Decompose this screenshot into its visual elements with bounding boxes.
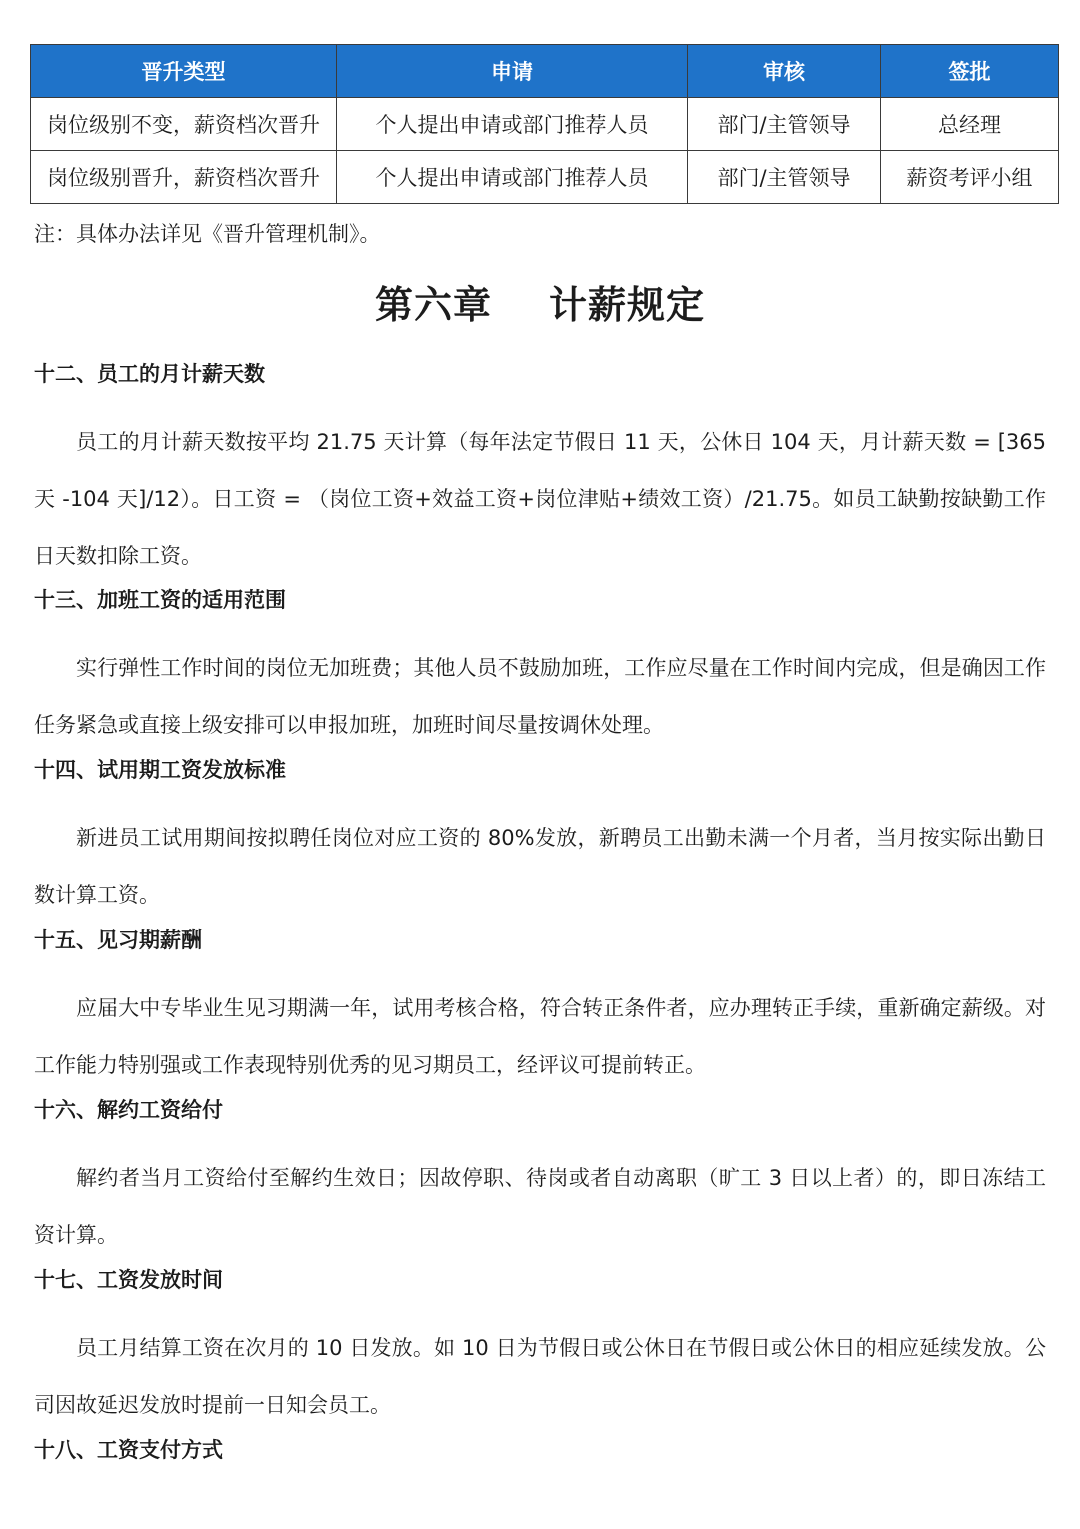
table-cell: 岗位级别晋升，薪资档次晋升 <box>31 151 337 204</box>
section-termination-pay <box>34 1094 1046 1264</box>
table-row <box>31 151 1059 204</box>
section-body: 员工月结算工资在次月的 10 日发放。如 10 日为节假日或公休日在节假日或公休日的相应延续发放。公司因故延迟发放时提前一日知会员工。 <box>34 1336 1046 1417</box>
table-cell: 个人提出申请或部门推荐人员 <box>337 98 688 151</box>
table-header-row <box>31 45 1059 98</box>
section-body: 解约者当月工资给付至解约生效日；因故停职、待岗或者自动离职（旷工 3 日以上者）的，即日冻结工资计算。 <box>34 1166 1046 1247</box>
header-review: 审核 <box>688 45 881 98</box>
table-note: 注：具体办法详见《晋升管理机制》。 <box>34 222 381 246</box>
table-row <box>31 98 1059 151</box>
section-heading: 十五、见习期薪酬 <box>34 928 202 952</box>
section-overtime-scope <box>34 584 1046 754</box>
section-payment-method <box>34 1434 1046 1490</box>
section-heading: 十三、加班工资的适用范围 <box>34 588 286 612</box>
section-internship-pay <box>34 924 1046 1094</box>
header-promotion-type: 晋升类型 <box>31 45 337 98</box>
table-cell: 岗位级别不变，薪资档次晋升 <box>31 98 337 151</box>
table-cell: 个人提出申请或部门推荐人员 <box>337 151 688 204</box>
chapter-title: 第六章 计薪规定 <box>375 283 705 327</box>
table-cell: 部门/主管领导 <box>688 98 881 151</box>
header-application: 申请 <box>337 45 688 98</box>
section-body: 应届大中专毕业生见习期满一年，试用考核合格，符合转正条件者，应办理转正手续，重新确定薪级。对工作能力特别强或工作表现特别优秀的见习期员工，经评议可提前转正。 <box>34 996 1046 1077</box>
section-heading: 十六、解约工资给付 <box>34 1098 223 1122</box>
section-heading: 十二、员工的月计薪天数 <box>34 362 265 386</box>
promotion-approval-table <box>30 44 1059 204</box>
section-heading: 十八、工资支付方式 <box>34 1438 223 1462</box>
section-probation-pay <box>34 754 1046 924</box>
section-body: 员工的月计薪天数按平均 21.75 天计算（每年法定节假日 11 天，公休日 104 天，月计薪天数 = [365 天 -104 天]/12）。日工资 = （岗位工资+效益工资+岗位津贴+绩效工资）/21.75。如员工缺勤按缺勤工作日天数扣除工资。 <box>34 430 1046 568</box>
section-pay-date <box>34 1264 1046 1434</box>
section-body: 实行弹性工作时间的岗位无加班费；其他人员不鼓励加班，工作应尽量在工作时间内完成，但是确因工作任务紧急或直接上级安排可以申报加班，加班时间尽量按调休处理。 <box>34 656 1046 737</box>
table-cell: 部门/主管领导 <box>688 151 881 204</box>
section-monthly-pay-days <box>34 358 1046 585</box>
section-body: 新进员工试用期间按拟聘任岗位对应工资的 80%发放，新聘员工出勤未满一个月者，当月按实际出勤日数计算工资。 <box>34 826 1046 907</box>
table-cell: 薪资考评小组 <box>881 151 1059 204</box>
section-heading: 十七、工资发放时间 <box>34 1268 223 1292</box>
header-approval: 签批 <box>881 45 1059 98</box>
table-cell: 总经理 <box>881 98 1059 151</box>
section-heading: 十四、试用期工资发放标准 <box>34 758 286 782</box>
